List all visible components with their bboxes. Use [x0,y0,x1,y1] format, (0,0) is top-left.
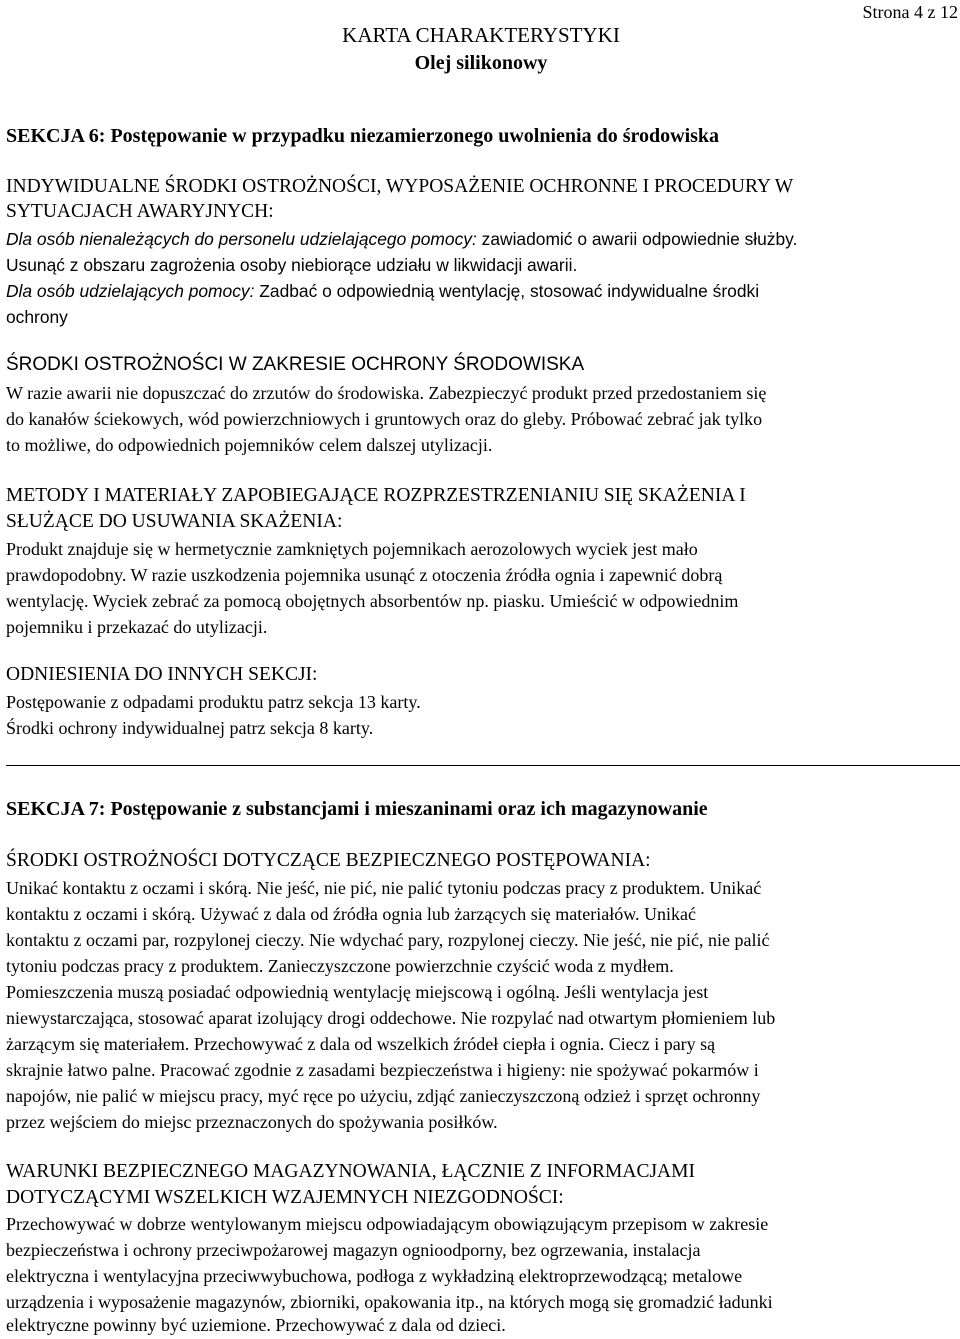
s6-heading-methods-l2: SŁUŻĄCE DO USUWANIA SKAŻENIA: [6,511,343,532]
s6-heading-methods-l1: METODY I MATERIAŁY ZAPOBIEGAJĄCE ROZPRZESTRZENIANIU SIĘ SKAŻENIA I [6,485,746,506]
s6-reference-line-2: Środki ochrony indywidualnej patrz sekcja 8 karty. [6,718,374,738]
s6-heading-references: ODNIESIENIA DO INNYCH SEKCJI: [6,664,318,685]
section-6-title: SEKCJA 6: Postępowanie w przypadku niezamierzonego uwolnienia do środowiska [6,125,720,147]
s6-paragraph-3-line-2: prawdopodobny. W razie uszkodzenia pojemnika usunąć z otoczenia źródła ognia i zapewnić dobrą [6,565,723,585]
s6-paragraph-1-line-3: Dla osób udzielających pomocy: Zadbać o odpowiednią wentylację, stosować indywidualne środki [6,281,760,301]
s7-paragraph-2-line-1: Przechowywać w dobrze wentylowanym miejscu odpowiadającym obowiązującym przepisom w zakresie [6,1214,769,1234]
s7-paragraph-1-line-7: żarzącym się materiałem. Przechowywać z dala od wszelkich źródeł ciepła i ognia. Ciecz i pary są [6,1034,716,1054]
s7-paragraph-1-line-2: kontaktu z oczami i skórą. Używać z dala od źródła ognia lub żarzących się materiałów. Unikać [6,904,697,924]
s6-p1-italic-2: Dla osób udzielających pomocy: [6,281,255,301]
s6-reference-line-1: Postępowanie z odpadami produktu patrz sekcja 13 karty. [6,692,421,712]
s7-paragraph-1-line-6: niewystarczająca, stosować aparat izolujący drogi oddechowe. Nie rozpylać nad otwartym płomieniem lub [6,1008,776,1028]
s7-paragraph-1-line-4: tytoniu podczas pracy z produktem. Zanieczyszczone powierzchnie czyścić woda z mydłem. [6,956,674,976]
s7-paragraph-1-line-9: napojów, nie palić w miejscu pracy, myć ręce po użyciu, zdjąć zanieczyszczoną odzież i sprzęt ochronny [6,1086,761,1106]
s7-paragraph-1-line-8: skrajnie łatwo palne. Pracować zgodnie z zasadami bezpieczeństwa i higieny: nie spożywać pokarmów i [6,1060,759,1080]
s6-paragraph-3-line-3: wentylację. Wyciek zebrać za pomocą obojętnych absorbentów np. piasku. Umieścić w odpowiednim [6,591,739,611]
s6-paragraph-1-line-2: Usunąć z obszaru zagrożenia osoby niebiorące udziału w likwidacji awarii. [6,255,578,275]
s6-paragraph-2-line-2: do kanałów ściekowych, wód powierzchniowych i gruntowych oraz do gleby. Próbować zebrać jak tylko [6,409,763,429]
s6-paragraph-3-line-4: pojemniku i przekazać do utylizacji. [6,617,268,637]
document-title: KARTA CHARAKTERYSTYKI [342,23,620,47]
s7-paragraph-1-line-5: Pomieszczenia muszą posiadać odpowiednią wentylację miejscową i ogólną. Jeśli wentylacja jest [6,982,709,1002]
page-number: Strona 4 z 12 [862,2,958,22]
s7-paragraph-1-line-1: Unikać kontaktu z oczami i skórą. Nie jeść, nie pić, nie palić tytoniu podczas pracy z produktem. Unikać [6,878,762,898]
s6-paragraph-3-line-1: Produkt znajduje się w hermetycznie zamkniętych pojemnikach aerozolowych wyciek jest mało [6,539,698,559]
s7-paragraph-2-line-3: elektryczna i wentylacyjna przeciwwybuchowa, podłoga z wykładziną elektroprzewodzącą; metalowe [6,1266,743,1286]
document-subtitle: Olej silikonowy [414,52,548,74]
s6-paragraph-2-line-1: W razie awarii nie dopuszczać do zrzutów do środowiska. Zabezpieczyć produkt przed przedostaniem się [6,383,767,403]
s7-paragraph-2-line-4: urządzenia i wyposażenie magazynów, zbiorniki, opakowania itp., na których mogą się gromadzić ładunki [6,1292,773,1312]
s6-heading-environment: ŚRODKI OSTROŻNOŚCI W ZAKRESIE OCHRONY ŚRODOWISKA [6,354,585,375]
s7-heading-storage-l1: WARUNKI BEZPIECZNEGO MAGAZYNOWANIA, ŁĄCZNIE Z INFORMACJAMI [6,1161,695,1182]
s6-p1-italic-1: Dla osób nienależących do personelu udzielającego pomocy: [6,229,477,249]
s7-paragraph-1-line-10: przez wejściem do miejsc przeznaczonych do spożywania posiłków. [6,1112,498,1132]
s6-paragraph-1-line-1: Dla osób nienależących do personelu udzielającego pomocy: zawiadomić o awarii odpowiednie służby. [6,229,798,249]
section-divider [6,765,960,766]
section-7-title: SEKCJA 7: Postępowanie z substancjami i mieszaninami oraz ich magazynowanie [6,798,708,820]
s7-paragraph-1-line-3: kontaktu z oczami par, rozpylonej cieczy. Nie wdychać pary, rozpylonej cieczy. Nie jeść, nie pić, nie palić [6,930,770,950]
s6-paragraph-2-line-3: to możliwe, do odpowiednich pojemników celem dalszej utylizacji. [6,435,493,455]
s6-heading-individual-precautions-l1: INDYWIDUALNE ŚRODKI OSTROŻNOŚCI, WYPOSAŻENIE OCHRONNE I PROCEDURY W [6,176,794,197]
s7-heading-storage-l2: DOTYCZĄCYMI WSZELKICH WZAJEMNYCH NIEZGODNOŚCI: [6,1187,564,1208]
s7-paragraph-2-line-2: bezpieczeństwa i ochrony przeciwpożarowej magazyn ognioodporny, bez ogrzewania, instalacja [6,1240,701,1260]
s6-paragraph-1-line-4: ochrony [6,307,68,327]
s7-paragraph-2-line-5: elektryczne powinny być uziemione. Przechowywać z dala od dzieci. [6,1315,506,1335]
s7-heading-safe-handling: ŚRODKI OSTROŻNOŚCI DOTYCZĄCE BEZPIECZNEGO POSTĘPOWANIA: [6,850,651,871]
s6-heading-individual-precautions-l2: SYTUACJACH AWARYJNYCH: [6,201,274,222]
